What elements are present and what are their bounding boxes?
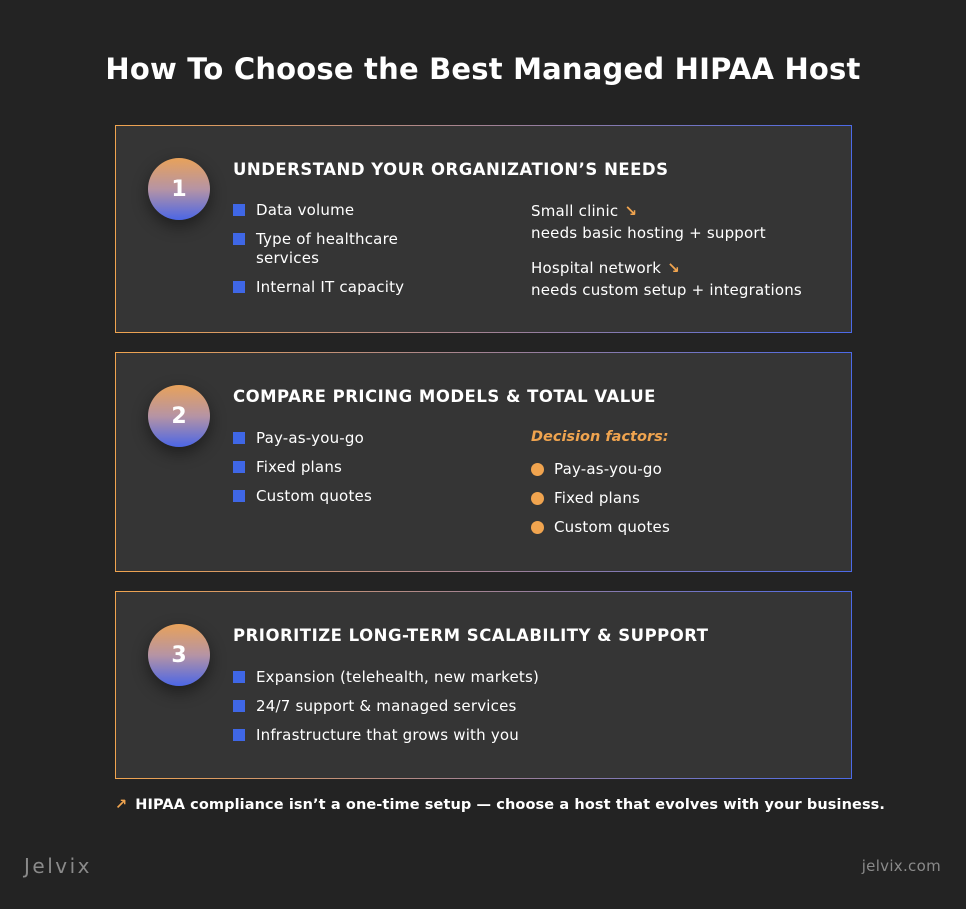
circle-bullet-icon: [531, 521, 544, 534]
circle-bullet-icon: [531, 492, 544, 505]
square-bullet-icon: [233, 233, 245, 245]
list-item: Data volume: [233, 201, 433, 220]
square-bullet-icon: [233, 432, 245, 444]
example-detail: needs basic hosting + support: [531, 224, 766, 242]
square-bullet-icon: [233, 490, 245, 502]
decision-factors-title: Decision factors:: [531, 429, 669, 445]
decision-factors-list: [531, 460, 670, 547]
example-hospital-network: [531, 257, 802, 301]
list-item: Infrastructure that grows with you: [233, 726, 539, 745]
list-item: Pay-as-you-go: [233, 429, 372, 448]
pricing-list: [233, 429, 372, 516]
list-item: Type of healthcare services: [233, 230, 433, 268]
step-card-3: [115, 591, 852, 779]
square-bullet-icon: [233, 461, 245, 473]
footer-text: HIPAA compliance isn’t a one-time setup — choose a host that evolves with your business.: [135, 797, 886, 813]
arrow-down-right-icon: ↘: [624, 202, 638, 220]
step-card-2: [115, 352, 852, 572]
step-heading: UNDERSTAND YOUR ORGANIZATION’S NEEDS: [233, 160, 669, 179]
scalability-list: [233, 668, 539, 755]
step-number-badge: 3: [148, 624, 210, 686]
square-bullet-icon: [233, 281, 245, 293]
brand-logo: Jelvix: [24, 854, 92, 878]
example-label: Hospital network: [531, 259, 662, 277]
step-number-badge: 2: [148, 385, 210, 447]
step-heading: COMPARE PRICING MODELS & TOTAL VALUE: [233, 387, 656, 406]
list-item: Custom quotes: [233, 487, 372, 506]
square-bullet-icon: [233, 671, 245, 683]
footer-note: [115, 797, 885, 813]
arrow-up-right-icon: ↗: [115, 797, 128, 813]
square-bullet-icon: [233, 729, 245, 741]
example-detail: needs custom setup + integrations: [531, 281, 802, 299]
needs-list: [233, 201, 433, 307]
list-item: Fixed plans: [233, 458, 372, 477]
list-item: Expansion (telehealth, new markets): [233, 668, 539, 687]
example-small-clinic: [531, 200, 766, 244]
list-item: Custom quotes: [531, 518, 670, 537]
example-label: Small clinic: [531, 202, 619, 220]
list-item: 24/7 support & managed services: [233, 697, 539, 716]
step-number-badge: 1: [148, 158, 210, 220]
page-title: How To Choose the Best Managed HIPAA Host: [105, 52, 861, 86]
arrow-down-right-icon: ↘: [667, 259, 680, 277]
circle-bullet-icon: [531, 463, 544, 476]
step-card-1: [115, 125, 852, 333]
list-item: Internal IT capacity: [233, 278, 433, 297]
list-item: Fixed plans: [531, 489, 670, 508]
square-bullet-icon: [233, 700, 245, 712]
step-heading: PRIORITIZE LONG-TERM SCALABILITY & SUPPORT: [233, 626, 709, 645]
brand-site: jelvix.com: [861, 857, 941, 875]
list-item: Pay-as-you-go: [531, 460, 670, 479]
square-bullet-icon: [233, 204, 245, 216]
